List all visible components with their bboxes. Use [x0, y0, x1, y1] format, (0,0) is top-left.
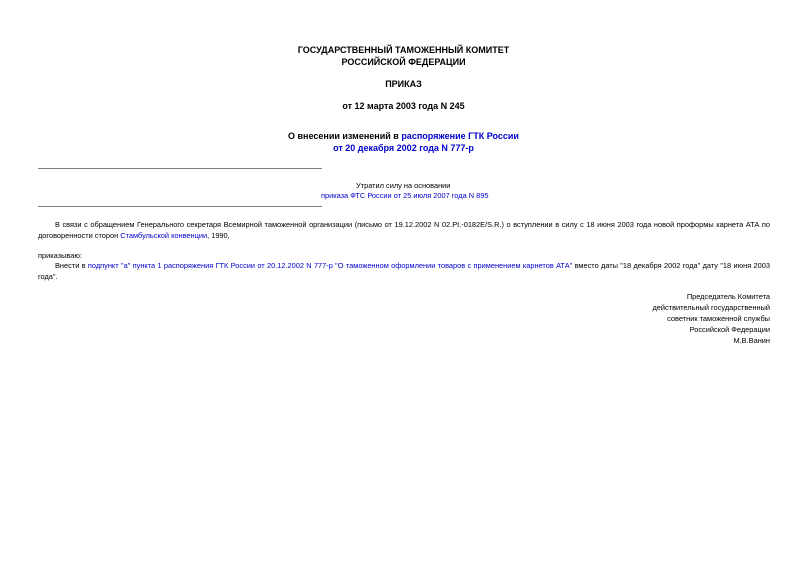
preamble-text: В связи с обращением Генерального секретаря Всемирной таможенной организации (письмо от 19.12.2002 N 02.PI.-0182E/S.R.) о вступлении в силу с 18 июня 2003 года новой проформы карнета АТА по договоренности сторон	[38, 220, 770, 240]
document-subject-line2	[0, 143, 807, 154]
status-text: Утратил силу на основании	[356, 181, 451, 190]
order-text-end: вместо даты "18 декабря 2002 года" дату "18 июня 2003 года".	[38, 261, 770, 281]
subject-link-order-name[interactable]: распоряжение ГТК России	[401, 131, 519, 141]
divider-bottom	[38, 206, 322, 207]
subparagraph-link[interactable]: подпункт "а" пункта 1 распоряжения ГТК России от 20.12.2002 N 777-р "О таможенном оформлении товаров с применением карнетов АТА"	[87, 261, 573, 270]
org-name-line2: РОССИЙСКОЙ ФЕДЕРАЦИИ	[341, 57, 466, 67]
org-name-line1: ГОСУДАРСТВЕННЫЙ ТАМОЖЕННЫЙ КОМИТЕТ	[297, 45, 510, 55]
document-subject-line1	[0, 131, 807, 142]
document-type: ПРИКАЗ	[385, 79, 422, 89]
order-word: приказываю:	[38, 251, 82, 260]
subject-link-order-date[interactable]: от 20 декабря 2002 года N 777-р	[333, 143, 474, 153]
signature-line4: Российской Федерации	[689, 325, 770, 334]
order-paragraph	[38, 260, 770, 282]
signature-line2: действительный государственный	[652, 303, 770, 312]
signature-line3: советник таможенной службы	[667, 314, 770, 323]
document-date-number: от 12 марта 2003 года N 245	[342, 101, 465, 111]
istanbul-convention-link[interactable]: Стамбульской конвенции	[120, 231, 208, 240]
preamble-paragraph	[38, 219, 770, 241]
subject-prefix: О внесении изменений в	[288, 131, 402, 141]
preamble-text-end: , 1990,	[207, 231, 230, 240]
order-text: Внести в	[55, 261, 88, 270]
status-link[interactable]: приказа ФТС России от 25 июля 2007 года N 895	[321, 191, 489, 200]
signature-block	[652, 291, 770, 346]
signature-line1: Председатель Комитета	[686, 292, 770, 301]
divider-top	[38, 168, 322, 169]
signature-line5: М.В.Ванин	[733, 336, 770, 345]
